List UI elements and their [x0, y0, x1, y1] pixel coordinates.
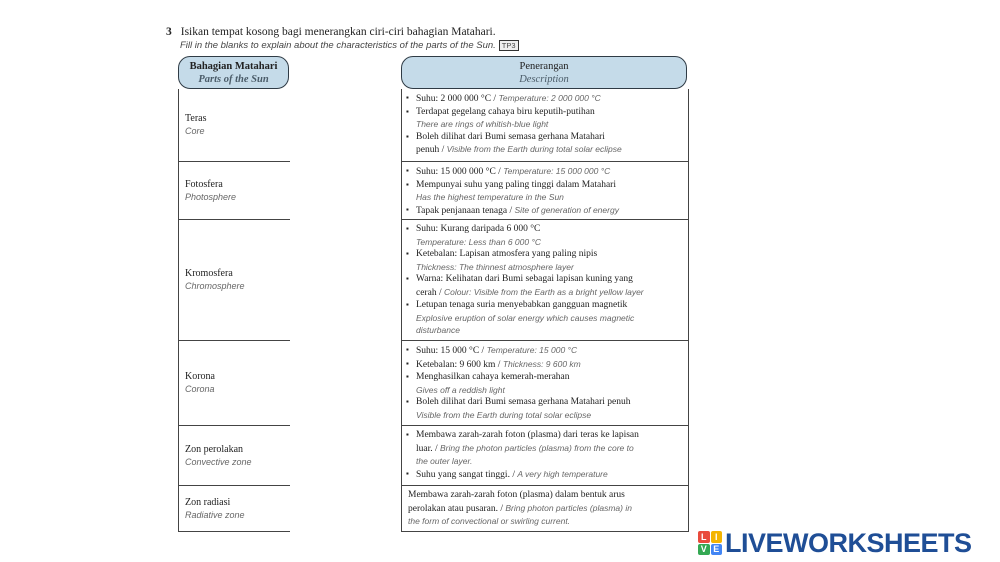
part-name-ms: Teras	[185, 113, 207, 124]
bullet-text-en: Thickness: 9 600 km	[502, 358, 581, 369]
bullet-continuation	[406, 286, 684, 300]
part-cell-chromosphere	[179, 220, 290, 341]
question-number: 3	[166, 26, 172, 38]
header-description-ms: Penerangan	[519, 61, 569, 72]
bullet-text-en: Colour: Visible from the Earth as a bright yellow layer	[443, 286, 644, 297]
question-text-en: Fill in the blanks to explain about the characteristics of the parts of the Sun.	[180, 40, 496, 51]
bullet-item	[406, 204, 684, 218]
part-name-ms: Zon radiasi	[185, 496, 231, 508]
logo-mark-icon	[698, 531, 722, 555]
bullet-text-en: Gives off a reddish light	[416, 384, 505, 395]
part-name-en: Core	[185, 126, 205, 136]
bullet-item	[406, 396, 684, 409]
bullet-text: Ketebalan: 9 600 km /	[416, 359, 503, 370]
description-text-en: Bring photon particles (plasma) in	[505, 502, 632, 513]
bullet-text: Suhu: 15 000 000 °C /	[416, 167, 504, 177]
description-cell-corona	[402, 341, 688, 426]
description-text: Membawa zarah-zarah foton (plasma) dalam bentuk arus	[408, 490, 625, 500]
part-cell-core	[179, 89, 290, 162]
bullet-text-en: Temperature: 15 000 °C	[486, 345, 578, 355]
part-name-en: Corona	[185, 384, 215, 394]
bullet-text-en: Temperature: Less than 6 000 °C	[416, 236, 541, 247]
bullet-text-en: disturbance	[416, 325, 460, 335]
bullet-text-en: There are rings of whitish-blue light	[416, 119, 549, 129]
part-name-en: Chromosphere	[185, 281, 245, 291]
part-cell-radiative	[179, 486, 290, 532]
bullet-text: luar. /	[416, 443, 441, 454]
bullet-continuation	[406, 143, 684, 157]
description-cell-chromosphere	[402, 220, 688, 341]
part-cell-corona	[179, 341, 290, 426]
bullet-text-en: Temperature: 2 000 000 °C	[498, 93, 601, 103]
bullet-text: cerah /	[416, 287, 444, 298]
bullet-text-en: Visible from the Earth during total solar eclipse	[446, 144, 622, 154]
question-text-ms: Isikan tempat kosong bagi menerangkan ciri-ciri bahagian Matahari.	[180, 26, 496, 38]
header-description-en: Description	[519, 74, 569, 85]
description-cell-photosphere	[402, 162, 688, 220]
header-parts-ms: Bahagian Matahari	[189, 61, 278, 72]
part-cell-convective	[179, 426, 290, 486]
bullet-text-en: Visible from the Earth during total solar eclipse	[416, 409, 592, 420]
description-cell-radiative	[402, 486, 688, 532]
logo-mark-letter: I	[711, 531, 723, 543]
part-name-ms: Fotosfera	[185, 178, 223, 190]
part-name-ms: Korona	[185, 371, 215, 382]
part-name-en: Convective zone	[185, 456, 252, 467]
bullet-text: ▪ Terdapat gegelang cahaya biru keputih-putihan	[416, 106, 595, 117]
bullet-text: Suhu yang sangat tinggi. /	[416, 469, 518, 480]
part-name-ms: Kromosfera	[185, 268, 233, 279]
part-name-ms: Zon perolakan	[185, 443, 244, 455]
bullet-text: ▪ Boleh dilihat dari Bumi semasa gerhana Matahari penuh	[416, 397, 631, 407]
tp-badge: TP3	[499, 40, 519, 51]
bullet-text: Tapak penjanaan tenaga /	[416, 205, 515, 216]
bullet-item	[406, 273, 684, 286]
bullet-continuation	[406, 442, 684, 456]
bullet-text: ▪ Boleh dilihat dari Bumi semasa gerhana Matahari	[416, 131, 605, 142]
question-en	[180, 40, 519, 51]
part-name-en: Radiative zone	[185, 509, 245, 520]
bullet-text: ▪ Letupan tenaga suria menyebabkan gangguan magnetik	[416, 300, 628, 310]
bullet-item	[406, 468, 684, 482]
logo-mark-letter: V	[698, 544, 710, 556]
bullet-text: ▪ Mempunyai suhu yang paling tinggi dalam Matahari	[416, 179, 616, 190]
description-text-line	[406, 502, 684, 516]
bullet-item	[406, 429, 684, 442]
bullet-item	[406, 358, 684, 372]
bullet-text: penuh /	[416, 145, 447, 155]
bullet-text: Suhu: 2 000 000 °C /	[416, 94, 499, 104]
liveworksheets-logo	[698, 527, 972, 558]
bullet-text-en: A very high temperature	[517, 468, 608, 479]
bullet-text-en: Explosive eruption of solar energy which causes magnetic	[416, 312, 635, 323]
bullet-text-en: Site of generation of energy	[514, 204, 619, 215]
description-text: perolakan atau pusaran. /	[408, 503, 506, 514]
bullet-item	[406, 106, 684, 119]
description-cell-core	[402, 89, 688, 162]
bullet-text-en: Temperature: 15 000 000 °C	[503, 166, 611, 176]
logo-mark-letter: L	[698, 531, 710, 543]
bullet-text-en: Thickness: The thinnest atmosphere layer	[416, 261, 574, 272]
bullet-item	[406, 165, 684, 179]
bullet-text-en: the outer layer.	[416, 456, 473, 466]
logo-text: LIVEWORKSHEETS	[725, 527, 972, 558]
bullet-text: ▪ Membawa zarah-zarah foton (plasma) dari teras ke lapisan	[416, 430, 639, 440]
bullet-item	[406, 248, 684, 261]
part-cell-photosphere	[179, 162, 290, 220]
bullet-item	[406, 371, 684, 384]
bullet-item	[406, 131, 684, 144]
header-parts-en: Parts of the Sun	[198, 74, 269, 85]
part-name-en: Photosphere	[185, 191, 237, 202]
logo-mark-letter: E	[711, 544, 723, 556]
bullet-text: ▪ Suhu: Kurang daripada 6 000 °C	[416, 224, 541, 234]
bullet-text: ▪ Ketebalan: Lapisan atmosfera yang paling nipis	[416, 249, 598, 259]
bullet-item	[406, 92, 684, 106]
header-description	[401, 56, 687, 89]
parts-column	[178, 89, 290, 532]
bullet-item	[406, 179, 684, 192]
bullet-text: ▪ Warna: Kelihatan dari Bumi sebagai lapisan kuning yang	[416, 274, 633, 284]
header-parts	[178, 56, 289, 89]
question-ms	[166, 26, 496, 38]
bullet-text: ▪ Menghasilkan cahaya kemerah-merahan	[416, 372, 570, 382]
bullet-text: Suhu: 15 000 °C /	[416, 346, 487, 356]
bullet-text-en: Bring the photon particles (plasma) from the core to	[440, 442, 634, 453]
description-text-en: the form of convectional or swirling current.	[408, 516, 571, 526]
bullet-item	[406, 344, 684, 358]
bullet-item	[406, 223, 684, 236]
bullet-text-en: Has the highest temperature in the Sun	[416, 192, 564, 202]
description-cell-convective	[402, 426, 688, 486]
bullet-item	[406, 299, 684, 312]
description-column	[401, 89, 689, 532]
